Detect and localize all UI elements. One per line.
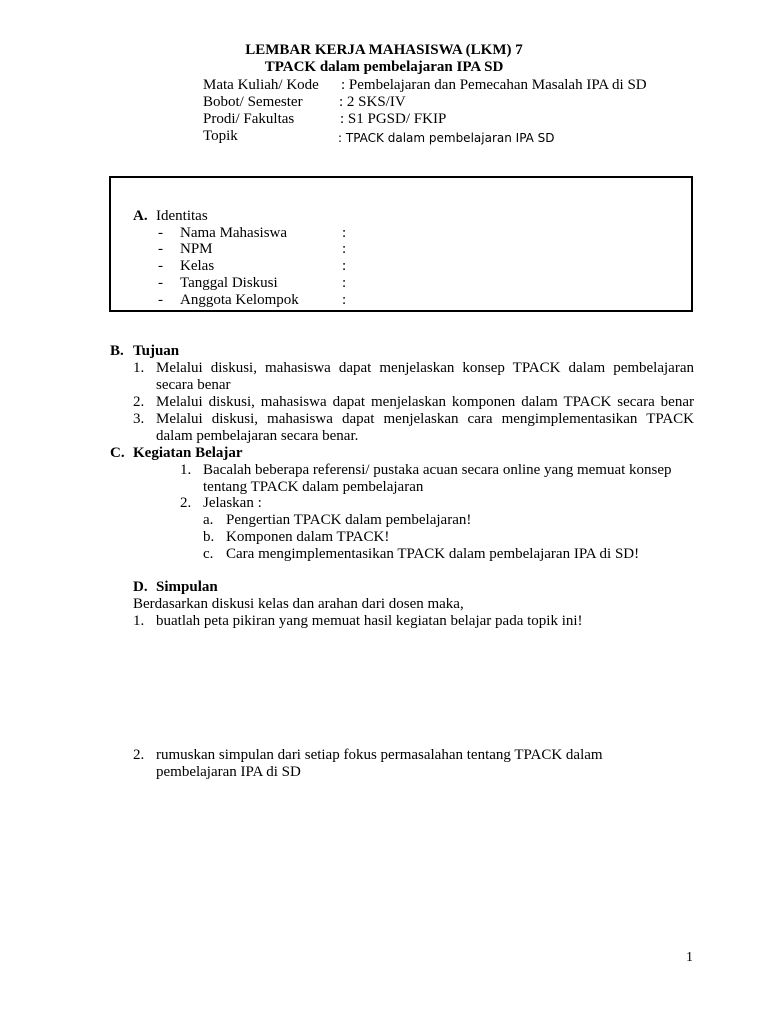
sub-letter: b. (203, 529, 215, 545)
list-text-cont: pembelajaran IPA di SD (156, 764, 301, 780)
field-label: Nama Mahasiswa (180, 225, 288, 241)
meta-value-topic: : TPACK dalam pembelajaran IPA SD (338, 131, 555, 145)
field-label: Anggota Kelompok (180, 292, 299, 308)
list-text: buatlah peta pikiran yang memuat hasil kegiatan belajar pada topik ini! (156, 613, 583, 629)
list-number: 3. (133, 411, 145, 427)
list-number: 1. (133, 360, 145, 376)
field-dash: - (158, 258, 163, 274)
list-number: 2. (180, 495, 192, 511)
list-number: 2. (133, 394, 145, 410)
meta-value-program: : S1 PGSD/ FKIP (340, 111, 447, 127)
list-text: Melalui diskusi, mahasiswa dapat menjelaskan konsep TPACK dalam pembelajaran (156, 360, 694, 376)
list-number: 1. (180, 462, 192, 478)
meta-label-topic: Topik (203, 128, 238, 144)
field-colon: : (342, 292, 347, 308)
list-text: Bacalah beberapa referensi/ pustaka acuan secara online yang memuat konsep (203, 462, 672, 478)
meta-value-course: : Pembelajaran dan Pemecahan Masalah IPA di SD (341, 77, 647, 93)
field-colon: : (342, 275, 347, 291)
field-dash: - (158, 225, 163, 241)
list-number: 2. (133, 747, 145, 763)
field-label: Kelas (180, 258, 215, 274)
sub-text: Cara mengimplementasikan TPACK dalam pembelajaran IPA di SD! (226, 546, 640, 562)
sub-text: Komponen dalam TPACK! (226, 529, 390, 545)
list-text: rumuskan simpulan dari setiap fokus permasalahan tentang TPACK dalam (156, 747, 603, 763)
list-text: Jelaskan : (203, 495, 262, 511)
sub-text: Pengertian TPACK dalam pembelajaran! (226, 512, 472, 528)
field-dash: - (158, 292, 163, 308)
meta-value-credits: : 2 SKS/IV (339, 94, 406, 110)
identity-marker: A. (133, 208, 148, 224)
list-text-cont: dalam pembelajaran secara benar. (156, 428, 359, 444)
kegiatan-heading: Kegiatan Belajar (133, 445, 243, 461)
field-dash: - (158, 275, 163, 291)
simpulan-heading: Simpulan (156, 579, 218, 595)
field-dash: - (158, 241, 163, 257)
field-colon: : (342, 258, 347, 274)
list-number: 1. (133, 613, 145, 629)
meta-label-credits: Bobot/ Semester (203, 94, 303, 110)
meta-label-course: Mata Kuliah/ Kode (203, 77, 319, 93)
tujuan-marker: B. (110, 343, 124, 359)
list-text-cont: secara benar (156, 377, 231, 393)
field-label: Tanggal Diskusi (180, 275, 278, 291)
simpulan-intro: Berdasarkan diskusi kelas dan arahan dari dosen maka, (133, 596, 464, 612)
meta-label-program: Prodi/ Fakultas (203, 111, 295, 127)
tujuan-heading: Tujuan (133, 343, 180, 359)
page-number: 1 (686, 950, 693, 965)
sub-letter: a. (203, 512, 214, 528)
field-colon: : (342, 225, 347, 241)
field-colon: : (342, 241, 347, 257)
list-text-cont: tentang TPACK dalam pembelajaran (203, 479, 424, 495)
sub-letter: c. (203, 546, 214, 562)
document-subtitle: TPACK dalam pembelajaran IPA SD (264, 59, 504, 75)
list-text: Melalui diskusi, mahasiswa dapat menjelaskan komponen dalam TPACK secara benar (156, 394, 694, 410)
field-label: NPM (180, 241, 213, 257)
kegiatan-marker: C. (110, 445, 125, 461)
list-text: Melalui diskusi, mahasiswa dapat menjelaskan cara mengimplementasikan TPACK (156, 411, 694, 427)
document-title: LEMBAR KERJA MAHASISWA (LKM) 7 (245, 42, 523, 58)
simpulan-marker: D. (133, 579, 148, 595)
identity-heading: Identitas (156, 208, 208, 224)
